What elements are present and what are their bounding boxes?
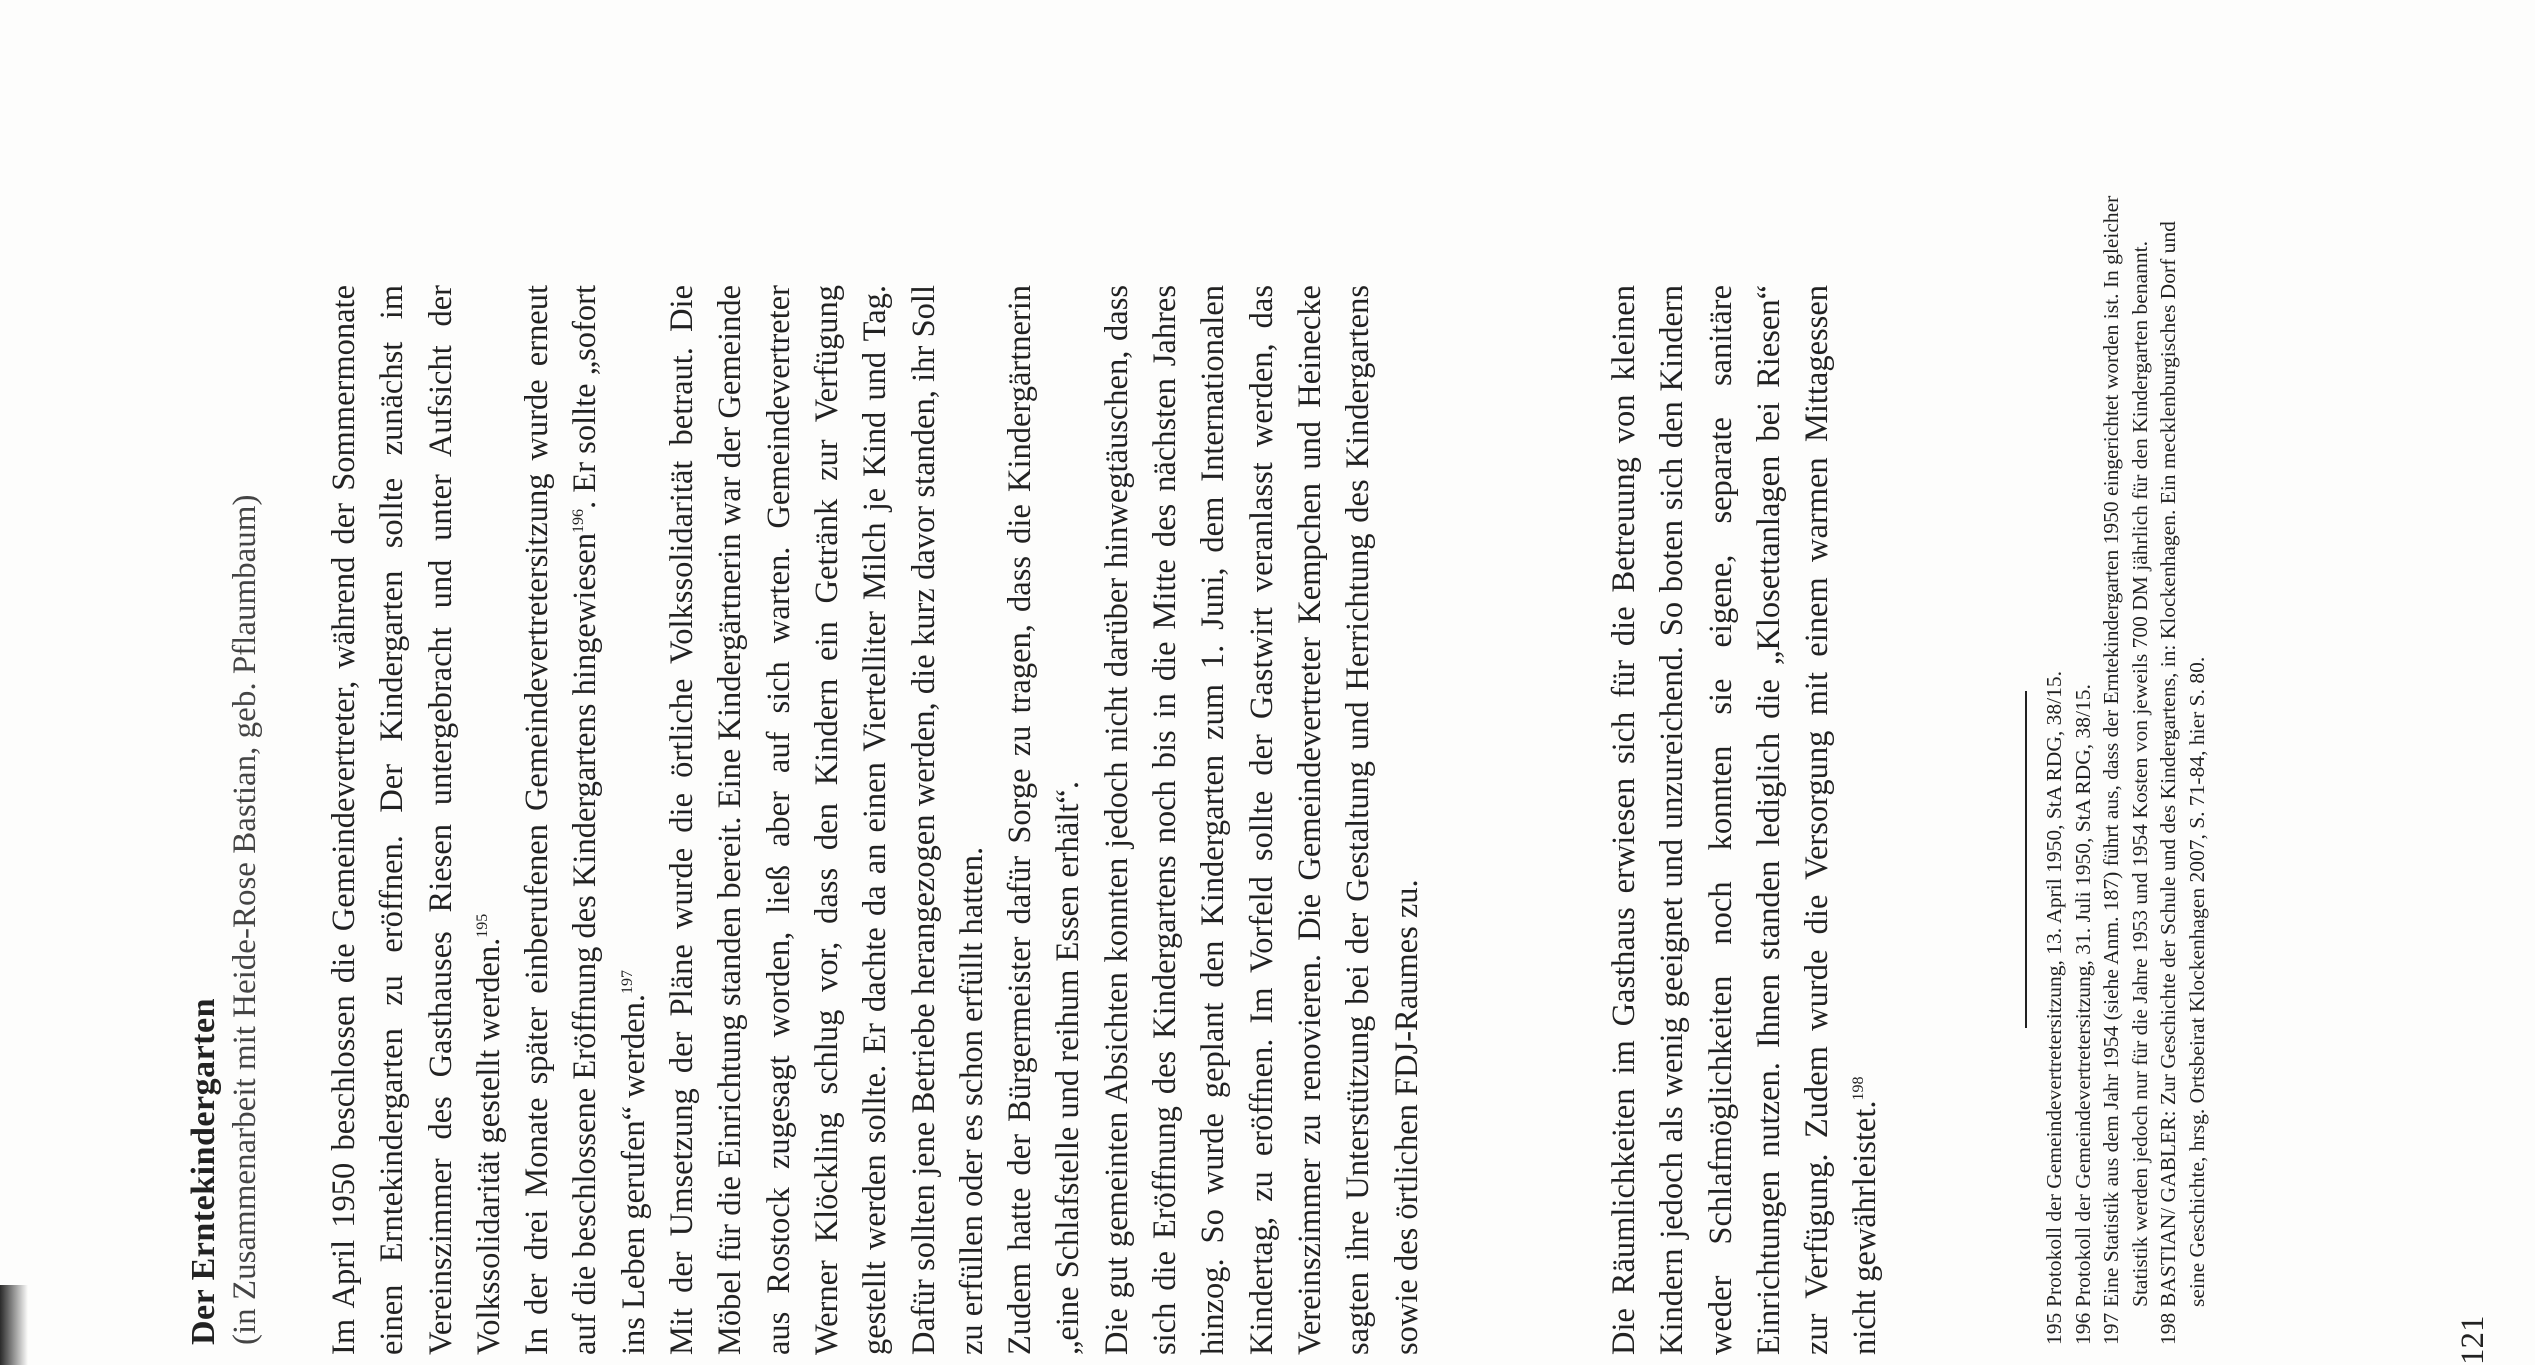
chapter-title: Der Erntekindergarten <box>185 998 222 1345</box>
footnote-text: Protokoll der Gemeindevertretersitzung, 13. April 1950, StA RDG, 38/15. <box>2042 671 2066 1307</box>
footnote-198 <box>2154 195 2211 1345</box>
footnote-text: Protokoll der Gemeindevertretersitzung, 31. Juli 1950, StA RDG, 38/15. <box>2070 684 2095 1307</box>
body-text-main <box>320 285 1431 1355</box>
footnote-text: BASTIAN/ GABLER: Zur Geschichte der Schule und des Kindergartens, in: Klockenhagen. Ein mecklenburgisches Dorf und seine Geschichte, hrsg. Ortsbeirat Klockenhagen 2007, S. 71-84, hier S. 80. <box>2156 221 2209 1307</box>
footnote-197 <box>2097 195 2154 1345</box>
paragraph-6-text: Die Räumlichkeiten im Gasthaus erwiesen sich für die Betreuung von kleinen Kindern jedoch als wenig geeignet und unzureichend. So boten sich den Kindern weder Schlafmöglichkeiten noch konnten sie eigene, separate sanitäre Einrichtungen nutzen. Ihnen standen lediglich die „Klosettanlagen bei Riesen“ zur Verfügung. Zudem wurde die Versorgung mit einem warmen Mittagessen nicht gewährleistet. <box>1606 285 1884 1355</box>
paragraph-6 <box>1600 285 1890 1355</box>
paragraph-3: Mit der Umsetzung der Pläne wurde die örtliche Volkssolidarität betraut. Die Möbel für die Einrichtung standen bereit. Eine Kindergärtnerin war der Gemeinde aus Rostock zugesagt worden, ließ aber auf sich warten. Gemeindevertreter Werner Klöckling schlug vor, dass den Kindern ein Getränk zur Verfügung gestellt werden sollte. Er dachte da an einen Viertelliter Milch je Kind und Tag. Dafür sollten jene Betriebe herangezogen werden, die kurz davor standen, ihr Soll zu erfüllen oder es schon erfüllt hatten. <box>664 285 990 1355</box>
footnotes <box>2040 195 2211 1345</box>
paragraph-1 <box>320 285 513 1355</box>
footnote-195 <box>2040 195 2069 1345</box>
footnote-196 <box>2069 195 2098 1345</box>
paragraph-2-text-a: In der drei Monate später einberufenen Gemeindevertretersitzung wurde erneut auf die beschlossene Eröffnung des Kindergartens hingewiesen <box>519 285 604 1355</box>
footnote-ref-197: 197 <box>618 970 636 995</box>
footnote-text: Eine Statistik aus dem Jahr 1954 (siehe Anm. 187) führt aus, dass der Erntekindergarten 1950 eingerichtet worden ist. In gleicher Statistik werden jedoch nur für die Jahre 1953 und 1954 Kosten von jeweils 700 DM jährlich für den Kindergarten benannt. <box>2099 195 2152 1307</box>
footnote-number: 198 <box>2156 1312 2180 1345</box>
footnote-number: 197 <box>2099 1312 2123 1345</box>
body-text-second <box>1600 285 1890 1355</box>
paragraph-5: Die gut gemeinten Absichten konnten jedoch nicht darüber hinwegtäuschen, dass sich die Eröffnung des Kindergartens noch bis in die Mitte des nächsten Jahres hinzog. So wurde geplant den Kindergarten zum 1. Juni, dem Internationalen Kindertag, zu eröffnen. Im Vorfeld sollte der Gastwirt veranlasst werden, das Vereinszimmer zu renovieren. Die Gemeindevertreter Kempchen und Heinecke sagten ihre Unterstützung bei der Gestaltung und Herrichtung des Kindergartens sowie des örtlichen FDJ-Raumes zu. <box>1098 285 1425 1355</box>
footnote-ref-198: 198 <box>1850 1076 1868 1101</box>
paragraph-2-text-b: . Er sollte „sofort ins Leben gerufen“ werden. <box>567 285 652 1355</box>
paragraph-2 <box>513 285 658 1355</box>
footnote-ref-195: 195 <box>474 913 492 938</box>
footnote-ref-196: 196 <box>570 508 588 533</box>
paragraph-1-text: Im April 1950 beschlossen die Gemeindevertreter, während der Sommermonate einen Erntekindergarten zu eröffnen. Der Kindergarten sollte zunächst im Vereinszimmer des Gasthauses Riesen untergebracht und unter Aufsicht der Volkssolidarität gestellt werden. <box>326 285 507 1355</box>
page-number: 121 <box>2455 1315 2491 1365</box>
footnote-number: 195 <box>2042 1312 2066 1345</box>
footnote-number: 196 <box>2070 1312 2095 1345</box>
chapter-subtitle: (in Zusammenarbeit mit Heide-Rose Bastian, geb. Pflaumbaum) <box>227 494 263 1345</box>
footnote-separator <box>2025 691 2027 1028</box>
paragraph-4: Zudem hatte der Bürgermeister dafür Sorge zu tragen, dass die Kindergärtnerin „eine Schlafstelle und reihum Essen erhält“. <box>1002 285 1087 1355</box>
